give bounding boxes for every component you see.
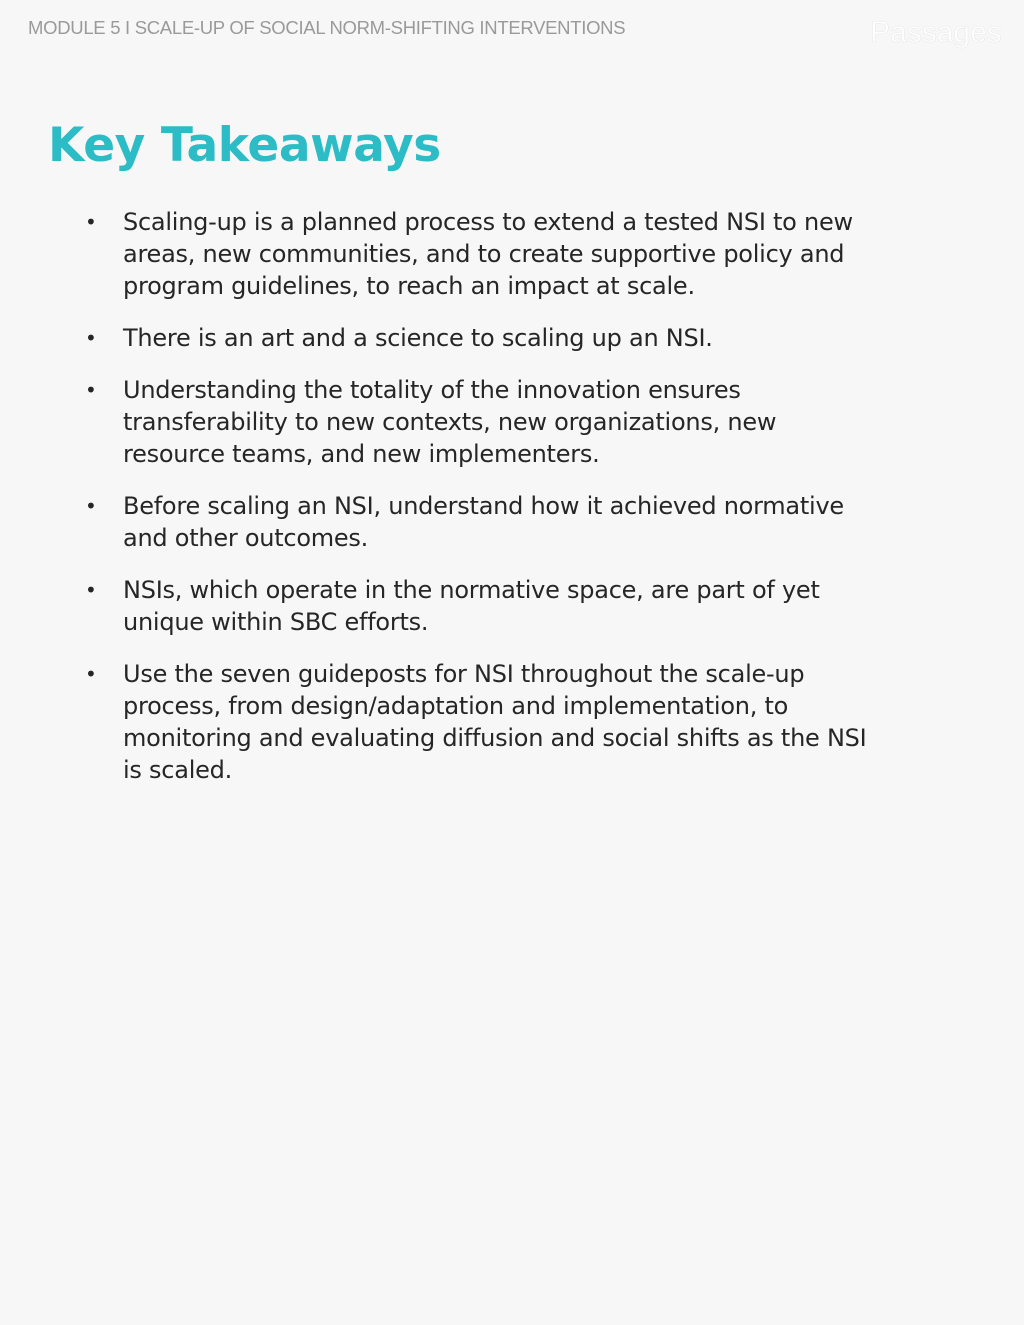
takeaway-item — [85, 574, 875, 638]
takeaway-item — [85, 322, 875, 354]
passages-logo — [870, 10, 1012, 54]
takeaway-text: Before scaling an NSI, understand how it achieved normative and other outcomes. — [123, 492, 844, 552]
takeaway-text: NSIs, which operate in the normative space, are part of yet unique within SBC efforts. — [123, 576, 820, 636]
bullet-icon: • — [85, 326, 97, 350]
bullet-icon: • — [85, 662, 97, 686]
takeaway-item — [85, 206, 875, 302]
bullet-icon: • — [85, 494, 97, 518]
takeaways-list — [85, 206, 875, 806]
page-title: Key Takeaways — [48, 118, 441, 173]
bullet-icon: • — [85, 210, 97, 234]
takeaway-text: Understanding the totality of the innovation ensures transferability to new contexts, new organizations, new resource teams, and new implementers. — [123, 376, 777, 468]
takeaway-item — [85, 490, 875, 554]
takeaway-text: Use the seven guideposts for NSI throughout the scale-up process, from design/adaptation and implementation, to monitoring and evaluating diffusion and social shifts as the NSI is scaled. — [123, 660, 867, 784]
logo-wordmark: Passages — [870, 16, 1002, 49]
running-header: MODULE 5 I SCALE-UP OF SOCIAL NORM-SHIFTING INTERVENTIONS — [28, 17, 626, 38]
bullet-icon: • — [85, 578, 97, 602]
takeaway-item — [85, 374, 875, 470]
bullet-icon: • — [85, 378, 97, 402]
takeaway-item — [85, 658, 875, 786]
takeaway-text: Scaling-up is a planned process to extend a tested NSI to new areas, new communities, and to create supportive policy and program guidelines, to reach an impact at scale. — [123, 208, 853, 300]
takeaway-text: There is an art and a science to scaling up an NSI. — [123, 324, 713, 352]
